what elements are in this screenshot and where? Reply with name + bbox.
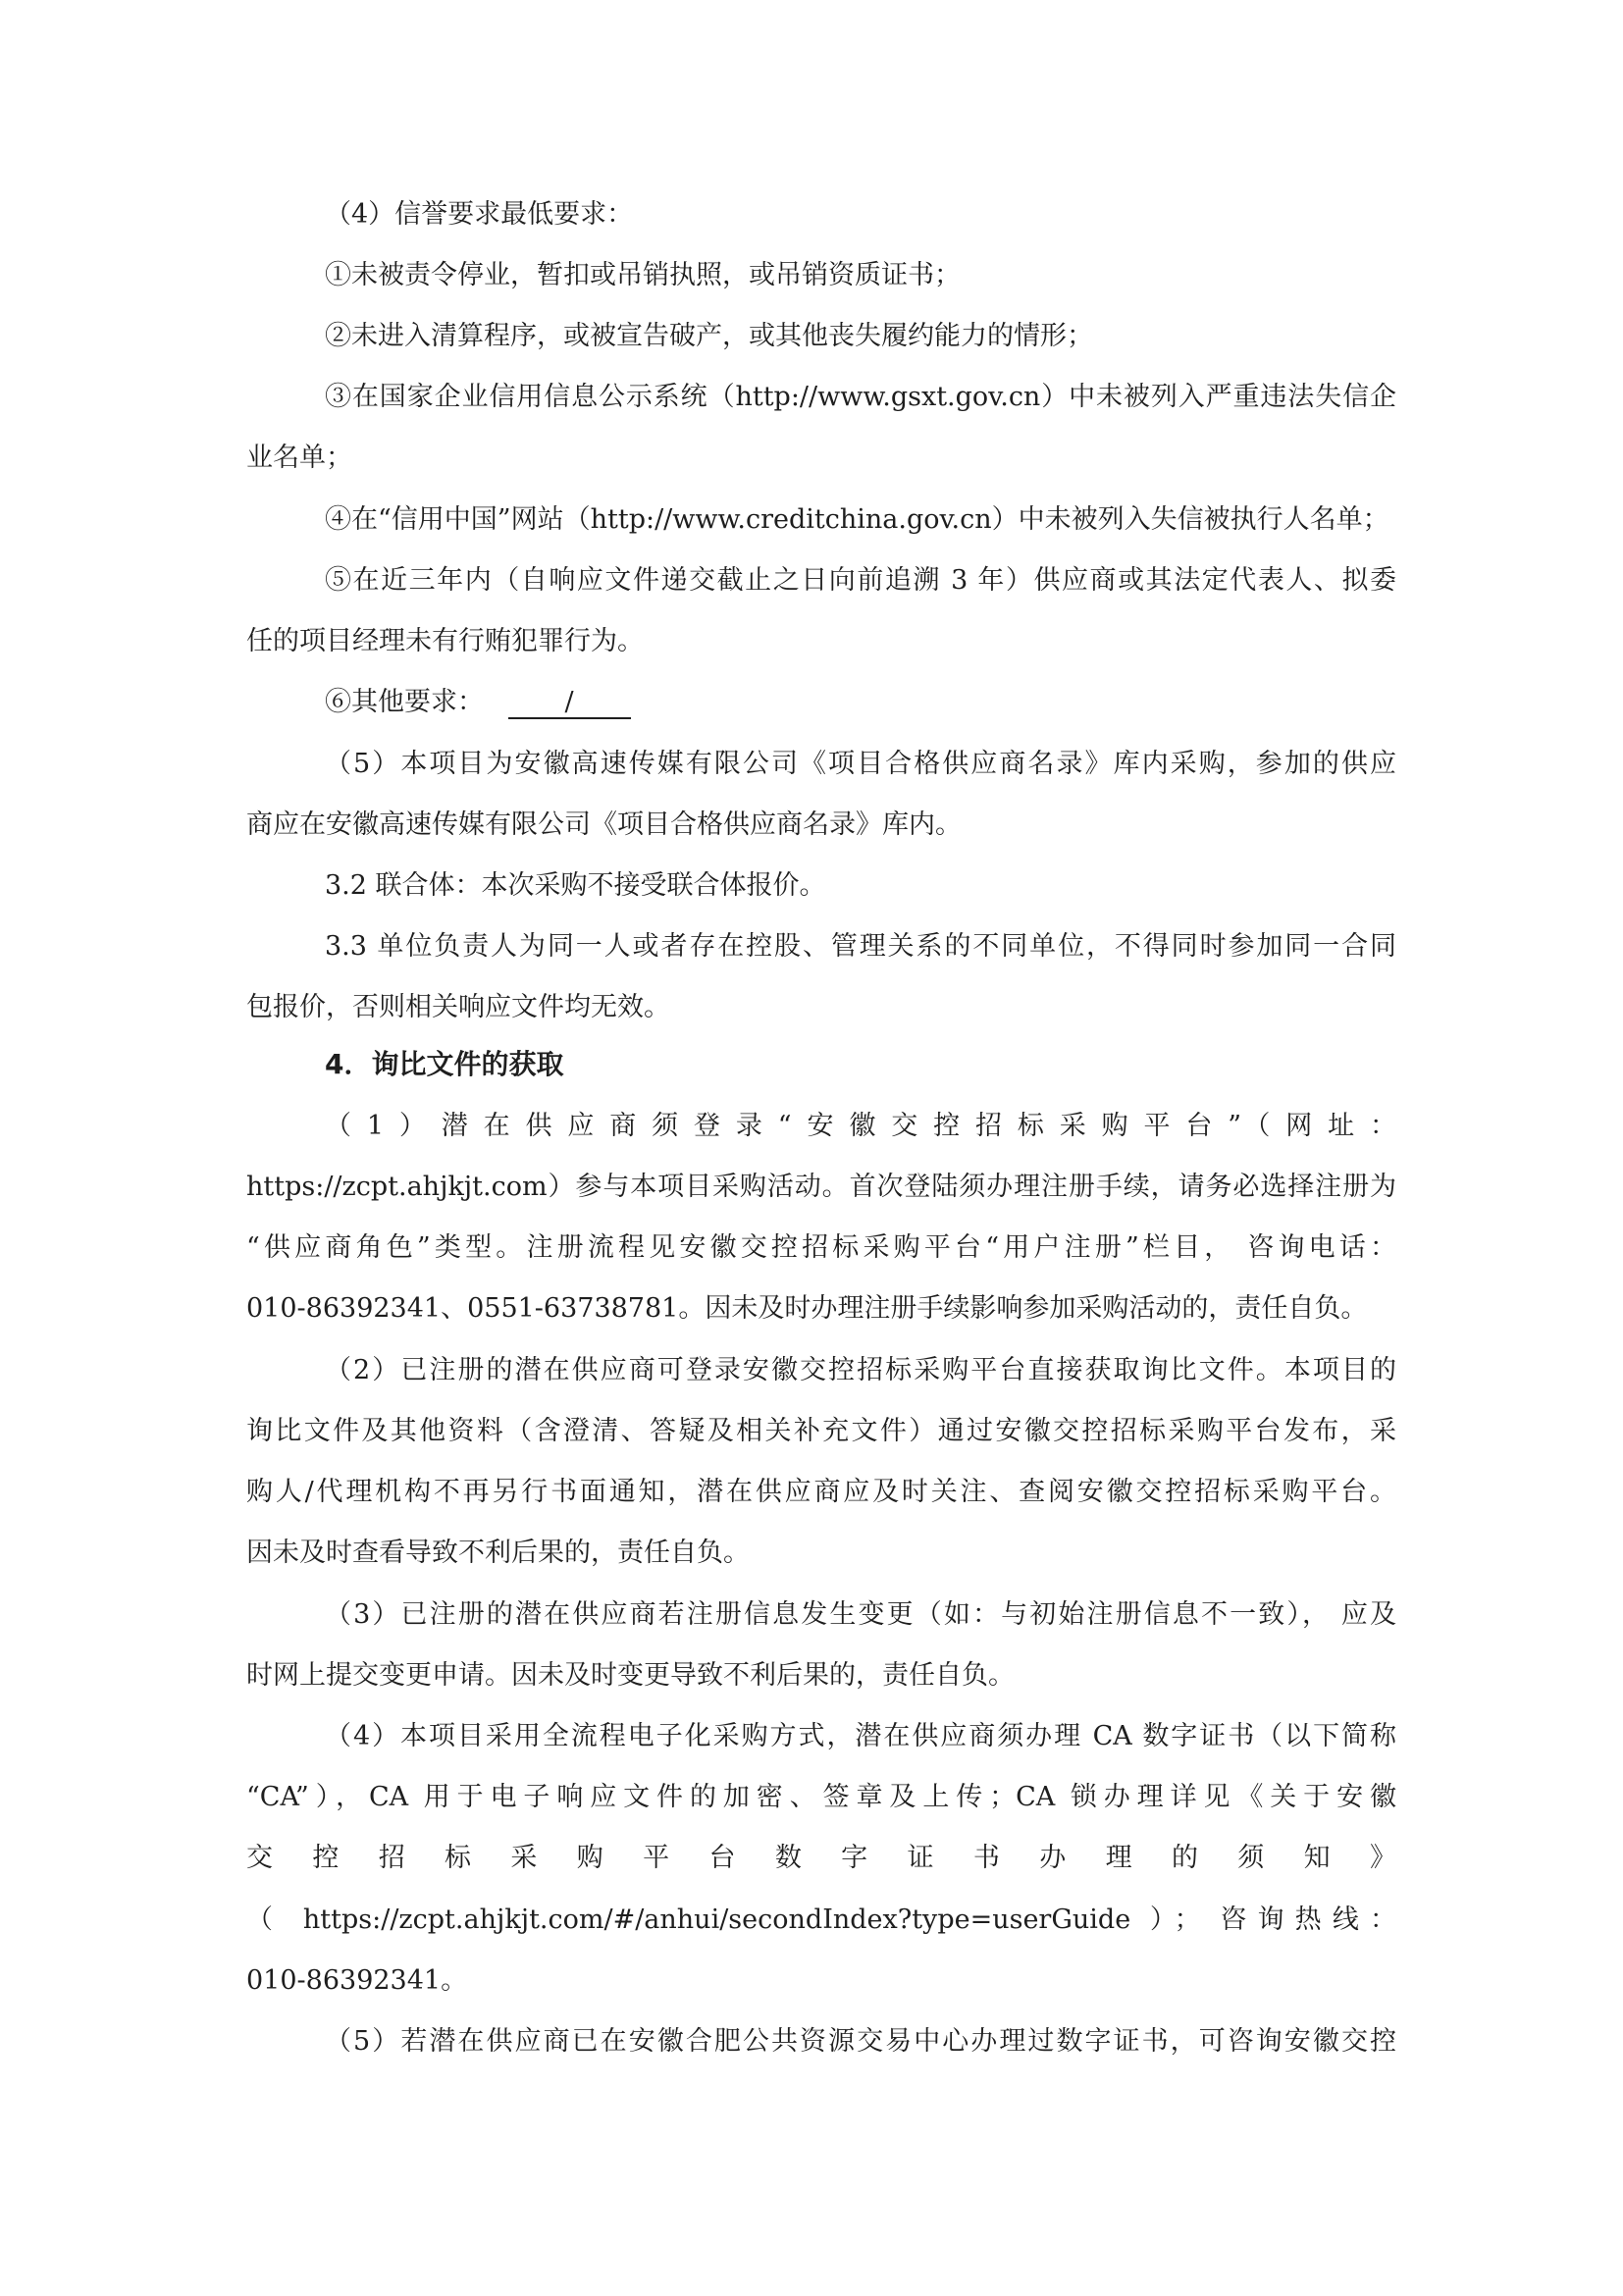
obtain-item-4-line-4: （ https://zcpt.ahjkjt.com/#/anhui/secondIndex?type=userGuide ）； 咨询热线： — [246, 1905, 1396, 1935]
affiliated-units-clause: 3.3 单位负责人为同一人或者存在控股、管理关系的不同单位，不得同时参加同一合同 — [325, 931, 1396, 962]
credit-item-6 — [325, 684, 631, 721]
credit-item-4: ④在“信用中国”网站（http://www.creditchina.gov.cn）中未被列入失信被执行人名单； — [325, 504, 1389, 535]
other-requirements-blank: / — [508, 688, 631, 719]
obtain-item-1-line-3: “供应商角色”类型。注册流程见安徽交控招标采购平台“用户注册”栏目， 咨询电话： — [246, 1232, 1396, 1263]
supplier-list-clause-continued: 商应在安徽高速传媒有限公司《项目合格供应商名录》库内。 — [246, 809, 962, 840]
obtain-item-2-line-2: 询比文件及其他资料（含澄清、答疑及相关补充文件）通过安徽交控招标采购平台发布，采 — [246, 1416, 1396, 1446]
consortium-clause: 3.2 联合体：本次采购不接受联合体报价。 — [325, 870, 826, 901]
obtain-item-4-line-3: 交控招标采购平台数字证书办理的须知》 — [246, 1843, 1396, 1873]
obtain-item-1-line-4: 010-86392341、0551-63738781。因未及时办理注册手续影响参加采购活动的，责任自负。 — [246, 1293, 1368, 1324]
credit-item-2: ②未进入清算程序，或被宣告破产，或其他丧失履约能力的情形； — [325, 321, 1093, 351]
obtain-item-4-line-5: 010-86392341。 — [246, 1965, 468, 1996]
credit-item-1: ①未被责令停业，暂扣或吊销执照，或吊销资质证书； — [325, 260, 961, 290]
credit-item-3-continued: 业名单； — [246, 443, 352, 473]
section-4-heading: 4．询比文件的获取 — [325, 1048, 564, 1080]
obtain-item-4-line-2: “CA”），CA 用于电子响应文件的加密、签章及上传；CA 锁办理详见《关于安徽 — [246, 1782, 1396, 1812]
obtain-item-3: （3）已注册的潜在供应商若注册信息发生变更（如：与初始注册信息不一致）， 应及 — [325, 1599, 1396, 1630]
obtain-item-1: （1）潜在供应商须登录“安徽交控招标采购平台”（网址： — [325, 1111, 1396, 1141]
obtain-item-2: （2）已注册的潜在供应商可登录安徽交控招标采购平台直接获取询比文件。本项目的 — [325, 1355, 1396, 1385]
obtain-item-2-line-3: 购人/代理机构不再另行书面通知，潜在供应商应及时关注、查阅安徽交控招标采购平台。 — [246, 1477, 1396, 1507]
supplier-list-clause: （5）本项目为安徽高速传媒有限公司《项目合格供应商名录》库内采购，参加的供应 — [325, 749, 1396, 779]
obtain-item-5: （5）若潜在供应商已在安徽合肥公共资源交易中心办理过数字证书，可咨询安徽交控 — [325, 2026, 1396, 2057]
obtain-item-1-line-2: https://zcpt.ahjkjt.com）参与本项目采购活动。首次登陆须办理注册手续，请务必选择注册为 — [246, 1172, 1396, 1202]
affiliated-units-clause-continued: 包报价，否则相关响应文件均无效。 — [246, 992, 670, 1022]
obtain-item-2-line-4: 因未及时查看导致不利后果的，责任自负。 — [246, 1538, 750, 1568]
obtain-item-3-line-2: 时网上提交变更申请。因未及时变更导致不利后果的，责任自负。 — [246, 1660, 1015, 1691]
credit-item-6-label: ⑥其他要求： — [325, 687, 484, 717]
credit-item-5: ⑤在近三年内（自响应文件递交截止之日向前追溯 3 年）供应商或其法定代表人、拟委 — [325, 565, 1396, 596]
credit-requirement-heading: （4）信誉要求最低要求： — [325, 199, 634, 230]
obtain-item-4: （4）本项目采用全流程电子化采购方式，潜在供应商须办理 CA 数字证书（以下简称 — [325, 1721, 1396, 1751]
credit-item-3: ③在国家企业信用信息公示系统（http://www.gsxt.gov.cn）中未被列入严重违法失信企 — [325, 382, 1396, 412]
credit-item-5-continued: 任的项目经理未有行贿犯罪行为。 — [246, 626, 644, 656]
